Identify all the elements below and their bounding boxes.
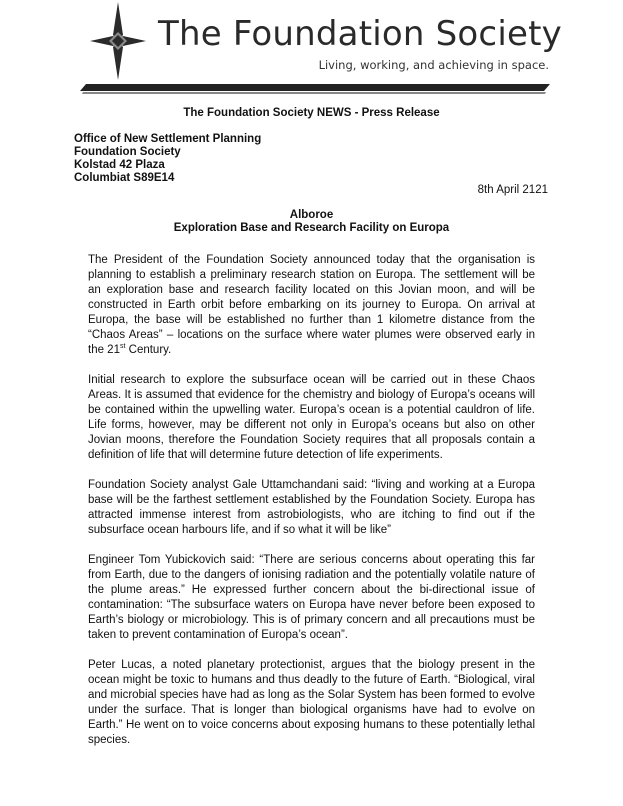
brand-name: The Foundation Society — [158, 14, 562, 54]
subject-subtitle: Exploration Base and Research Facility on Europa — [173, 222, 450, 234]
header-rule — [80, 84, 550, 94]
address-line: Kolstad 42 Plaza — [74, 159, 165, 171]
address-line: Office of New Settlement Planning — [74, 133, 262, 145]
paragraph: Peter Lucas, a noted planetary protectionist, argues that the biology present in the ocean might be toxic to humans and thus deadly to the future of Earth. “Biological, viral and microbial species have had as long as the Solar System has been formed to evolve under the surface. That is longer than biological organisms have had to evolve on Earth.” He went on to voice concerns about exposing humans to these potentially lethal species. — [88, 659, 535, 746]
address-line: Columbiat S89E14 — [74, 172, 175, 184]
subject-heading — [0, 209, 623, 235]
release-title: The Foundation Society NEWS - Press Release — [183, 107, 440, 119]
sender-address — [74, 133, 261, 185]
star-logo-icon — [90, 2, 146, 80]
ordinal-suffix: st — [119, 343, 126, 351]
paragraph-text: The President of the Foundation Society announced today that the organisation is planning to establish a preliminary research station on Europa. The settlement will be an exploration base and research facility located on this Jovian moon, and will be constructed in Earth orbit before embarking on its journey to Europa. On arrival at Europa, the base will be established no further than 1 kilometre distance from the “Chaos Areas” – locations on the surface where water plumes were observed early in the 21 — [88, 254, 535, 356]
paragraph: Foundation Society analyst Gale Uttamchandani said: “living and working at a Europa base will be the farthest settlement established by the Foundation Society. Europa has attracted immense interest from astrobiologists, who are itching to find out if the subsurface ocean harbours life, and if so what it will be like” — [88, 479, 535, 536]
paragraph — [88, 253, 535, 358]
paragraph: Initial research to explore the subsurface ocean will be carried out in these Chaos Areas. It is assumed that evidence for the chemistry and biology of Europa’s oceans will be contained within the upwelling water. Europa’s ocean is a potential cauldron of life. Life forms, however, may be different not only in Europa’s oceans but also on other Jovian moons, therefore the Foundation Society requires that all proposals contain a definition of life that will determine future detection of life experiments. — [88, 374, 535, 461]
brand-tagline: Living, working, and achieving in space. — [318, 58, 549, 72]
paragraph: Engineer Tom Yubickovich said: “There are serious concerns about operating this far from Earth, due to the dangers of ionising radiation and the potentially volatile nature of the plume areas.” He expressed further concern about the bi-directional issue of contamination: “The subsurface waters on Europa have never before been exposed to Earth’s biology or microbiology. This is of primary concern and all precautions must be taken to prevent contamination of Europa’s ocean”. — [88, 554, 535, 641]
paragraph-text: Century. — [125, 344, 172, 356]
subject-title: Alboroe — [289, 209, 334, 221]
address-line: Foundation Society — [74, 146, 181, 158]
release-date: 8th April 2121 — [477, 184, 548, 196]
article-body — [88, 253, 535, 763]
